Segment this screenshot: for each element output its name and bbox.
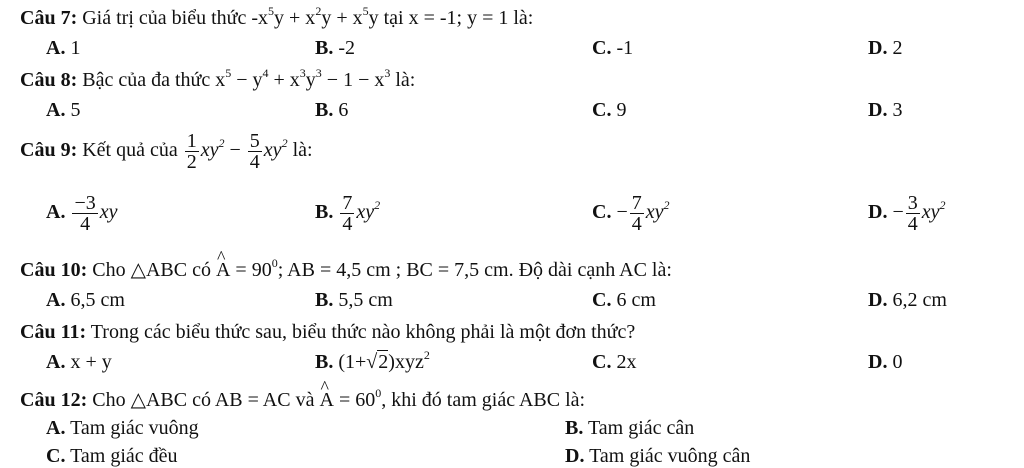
- option-b: B. 5,5 cm: [315, 289, 393, 311]
- fraction: $\frac{1}{2}$: [186, 129, 197, 173]
- option-d: D. 0: [868, 351, 903, 373]
- question-text: Bậc của đa thức: [82, 69, 211, 91]
- option-c: C. 2x: [592, 351, 637, 373]
- option-c: C. 6 cm: [592, 289, 656, 311]
- option-a: A. Tam giác vuông: [46, 417, 199, 439]
- question-label: Câu 7:: [20, 7, 78, 29]
- angle-symbol: ^ A: [319, 388, 333, 412]
- fraction: $\frac{5}{4}$: [249, 129, 260, 173]
- option-d: D. 3: [868, 99, 903, 121]
- question-12: Câu 12: Cho △ABC có AB = AC và ^ $A = 60^0$, khi đó tam giác ABC là:: [20, 388, 585, 412]
- option-b: B. 6: [315, 99, 349, 121]
- option-d: D. − $\frac{3}{4}$ $xy^2$: [868, 191, 946, 235]
- question-text: Giá trị của biểu thức: [82, 7, 247, 29]
- expression: $x^5 - y^4 + x^3y^3 - 1 - x^3$: [215, 66, 391, 91]
- question-text: ; AB = 4,5 cm ; BC = 7,5 cm. Độ dài cạnh AC là:: [277, 259, 672, 281]
- option-b: B. (1+√2)xyz$^2$: [315, 348, 430, 373]
- question-text: tại x = -1; y = 1 là:: [383, 7, 534, 29]
- option-d: D. Tam giác vuông cân: [565, 445, 751, 467]
- question-text: Kết quả của: [82, 139, 178, 161]
- question-text: Cho △ABC có AB = AC và: [92, 389, 315, 411]
- option-b: B. Tam giác cân: [565, 417, 695, 439]
- option-a: A. 6,5 cm: [46, 289, 125, 311]
- question-label: Câu 9:: [20, 139, 78, 161]
- question-10: Câu 10: Cho △ABC có ^ $A = 90^0$; AB = 4,5 cm ; BC = 7,5 cm. Độ dài cạnh AC là:: [20, 258, 672, 282]
- option-c: C. -1: [592, 37, 634, 59]
- question-label: Câu 8:: [20, 69, 78, 91]
- question-text: Cho △ABC có: [92, 259, 211, 281]
- question-label: Câu 12:: [20, 389, 88, 411]
- option-d: D. 2: [868, 37, 903, 59]
- option-a: A. 1: [46, 37, 81, 59]
- option-a: A. $\frac{-3}{4}$ xy: [46, 191, 118, 235]
- question-label: Câu 10:: [20, 259, 88, 281]
- option-c: C. − $\frac{7}{4}$ $xy^2$: [592, 191, 670, 235]
- option-b: B. $\frac{7}{4}$ $xy^2$: [315, 191, 381, 235]
- option-c: C. Tam giác đều: [46, 445, 178, 467]
- question-8: [20, 68, 415, 92]
- question-text: là:: [395, 69, 416, 91]
- option-b: B. -2: [315, 37, 356, 59]
- option-a: A. 5: [46, 99, 81, 121]
- question-text: Trong các biểu thức sau, biểu thức nào không phải là một đơn thức?: [90, 321, 636, 343]
- option-a: A. x + y: [46, 351, 112, 373]
- angle-symbol: ^ A: [216, 258, 230, 282]
- expression: $-x^5y + x^2y + x^5y$: [251, 4, 379, 29]
- question-7: [20, 6, 533, 30]
- option-d: D. 6,2 cm: [868, 289, 947, 311]
- question-label: Câu 11:: [20, 321, 87, 343]
- question-text: , khi đó tam giác ABC là:: [381, 389, 586, 411]
- question-11: [20, 320, 635, 344]
- question-9: Câu 9: Kết quả của $\frac{1}{2}$ $xy^2$ − $\frac{5}{4}$ $xy^2$ là:: [20, 129, 313, 173]
- question-text: là:: [292, 139, 313, 161]
- option-c: C. 9: [592, 99, 627, 121]
